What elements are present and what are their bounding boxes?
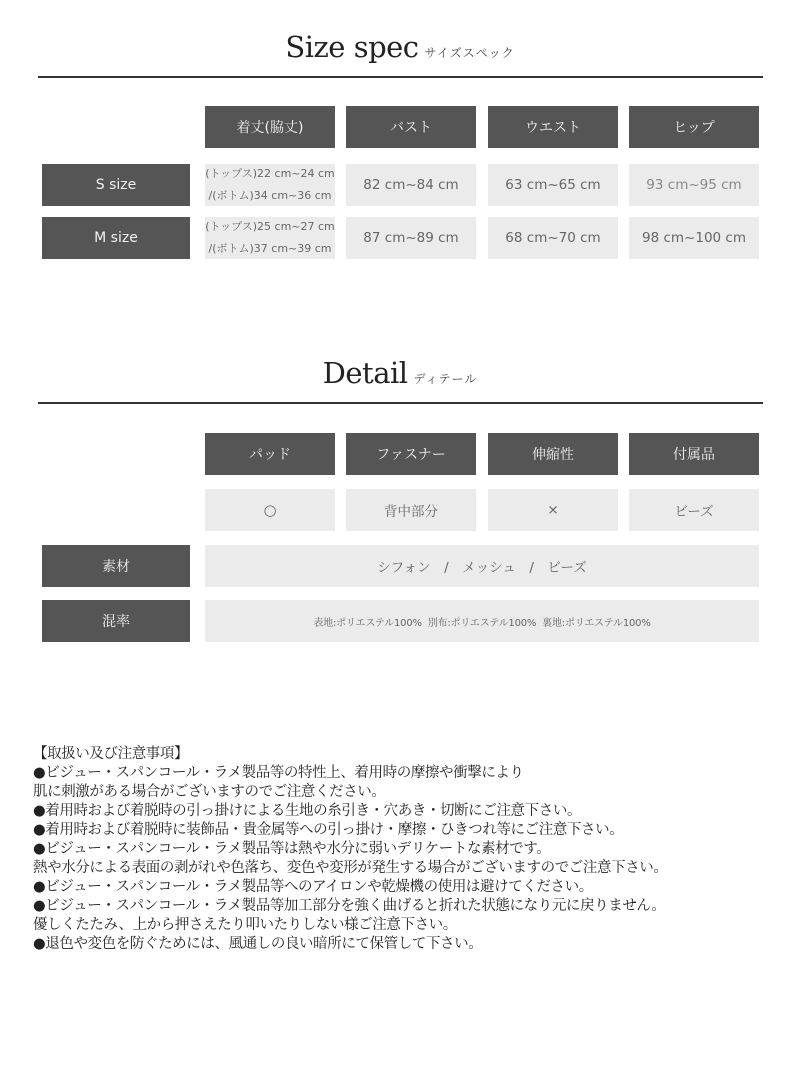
material-value: シフォン / メッシュ / ビーズ [205, 545, 759, 587]
detail-heading [0, 356, 800, 390]
size-s-bust: 82 cm~84 cm [346, 164, 476, 206]
note-line: 優しくたたみ、上から押さえたり叩いたりしない様ご注意下さい。 [33, 917, 457, 933]
size-s-length [205, 164, 335, 206]
care-notes [33, 745, 793, 954]
note-line: ●ビジュー・スパンコール・ラメ製品等の特性上、着用時の摩擦や衝撃により [33, 765, 524, 781]
size-row-label-s: S size [42, 164, 190, 206]
size-header-hip: ヒップ [629, 106, 759, 148]
size-header-bust: バスト [346, 106, 476, 148]
size-m-length-bottom: /(ボトム)37 cm~39 cm [208, 242, 332, 255]
size-s-hip: 93 cm~95 cm [629, 164, 759, 206]
note-line: ●ビジュー・スパンコール・ラメ製品等は熱や水分に弱いデリケートな素材です。 [33, 841, 551, 857]
detail-value-zipper: 背中部分 [346, 489, 476, 531]
detail-value-accessory: ビーズ [629, 489, 759, 531]
note-line: ●ビジュー・スパンコール・ラメ製品等加工部分を強く曲げると折れた状態になり元に戻りません。 [33, 898, 666, 914]
note-line: ●着用時および着脱時に装飾品・貴金属等への引っ掛け・摩擦・ひきつれ等にご注意下さい。 [33, 822, 624, 838]
note-line: 熱や水分による表面の剥がれや色落ち、変色や変形が発生する場合がございますのでご注意下さい。 [33, 860, 668, 876]
note-line: 肌に刺激がある場合がございますのでご注意ください。 [33, 784, 386, 800]
size-spec-title: Size spec [285, 30, 419, 64]
size-spec-subtitle: サイズスペック [424, 46, 515, 60]
size-s-length-bottom: /(ボトム)34 cm~36 cm [208, 189, 332, 202]
blend-label: 混率 [42, 600, 190, 642]
note-line: ●着用時および着脱時の引っ掛けによる生地の糸引き・穴あき・切断にご注意下さい。 [33, 803, 582, 819]
size-m-waist: 68 cm~70 cm [488, 217, 618, 259]
size-row-label-m: M size [42, 217, 190, 259]
size-spec-heading [0, 30, 800, 64]
detail-divider [38, 402, 763, 404]
detail-subtitle: ディテール [413, 372, 478, 386]
detail-value-stretch: × [488, 489, 618, 531]
material-label: 素材 [42, 545, 190, 587]
detail-header-pad: パッド [205, 433, 335, 475]
size-m-length-top: (トップス)25 cm~27 cm [205, 220, 335, 233]
size-header-length: 着丈(脇丈) [205, 106, 335, 148]
size-s-length-top: (トップス)22 cm~24 cm [205, 167, 335, 180]
size-m-bust: 87 cm~89 cm [346, 217, 476, 259]
size-header-waist: ウエスト [488, 106, 618, 148]
size-spec-divider [38, 76, 763, 78]
size-m-length [205, 217, 335, 259]
notes-heading: 【取扱い及び注意事項】 [33, 746, 189, 762]
detail-title: Detail [322, 356, 408, 390]
size-m-hip: 98 cm~100 cm [629, 217, 759, 259]
size-s-waist: 63 cm~65 cm [488, 164, 618, 206]
note-line: ●退色や変色を防ぐためには、風通しの良い暗所にて保管して下さい。 [33, 936, 483, 952]
detail-header-accessory: 付属品 [629, 433, 759, 475]
blend-value: 表地:ポリエステル100% 別布:ポリエステル100% 裏地:ポリエステル100% [205, 600, 759, 642]
detail-header-stretch: 伸縮性 [488, 433, 618, 475]
detail-value-pad: ○ [205, 489, 335, 531]
detail-header-zipper: ファスナー [346, 433, 476, 475]
note-line: ●ビジュー・スパンコール・ラメ製品等へのアイロンや乾燥機の使用は避けてください。 [33, 879, 593, 895]
